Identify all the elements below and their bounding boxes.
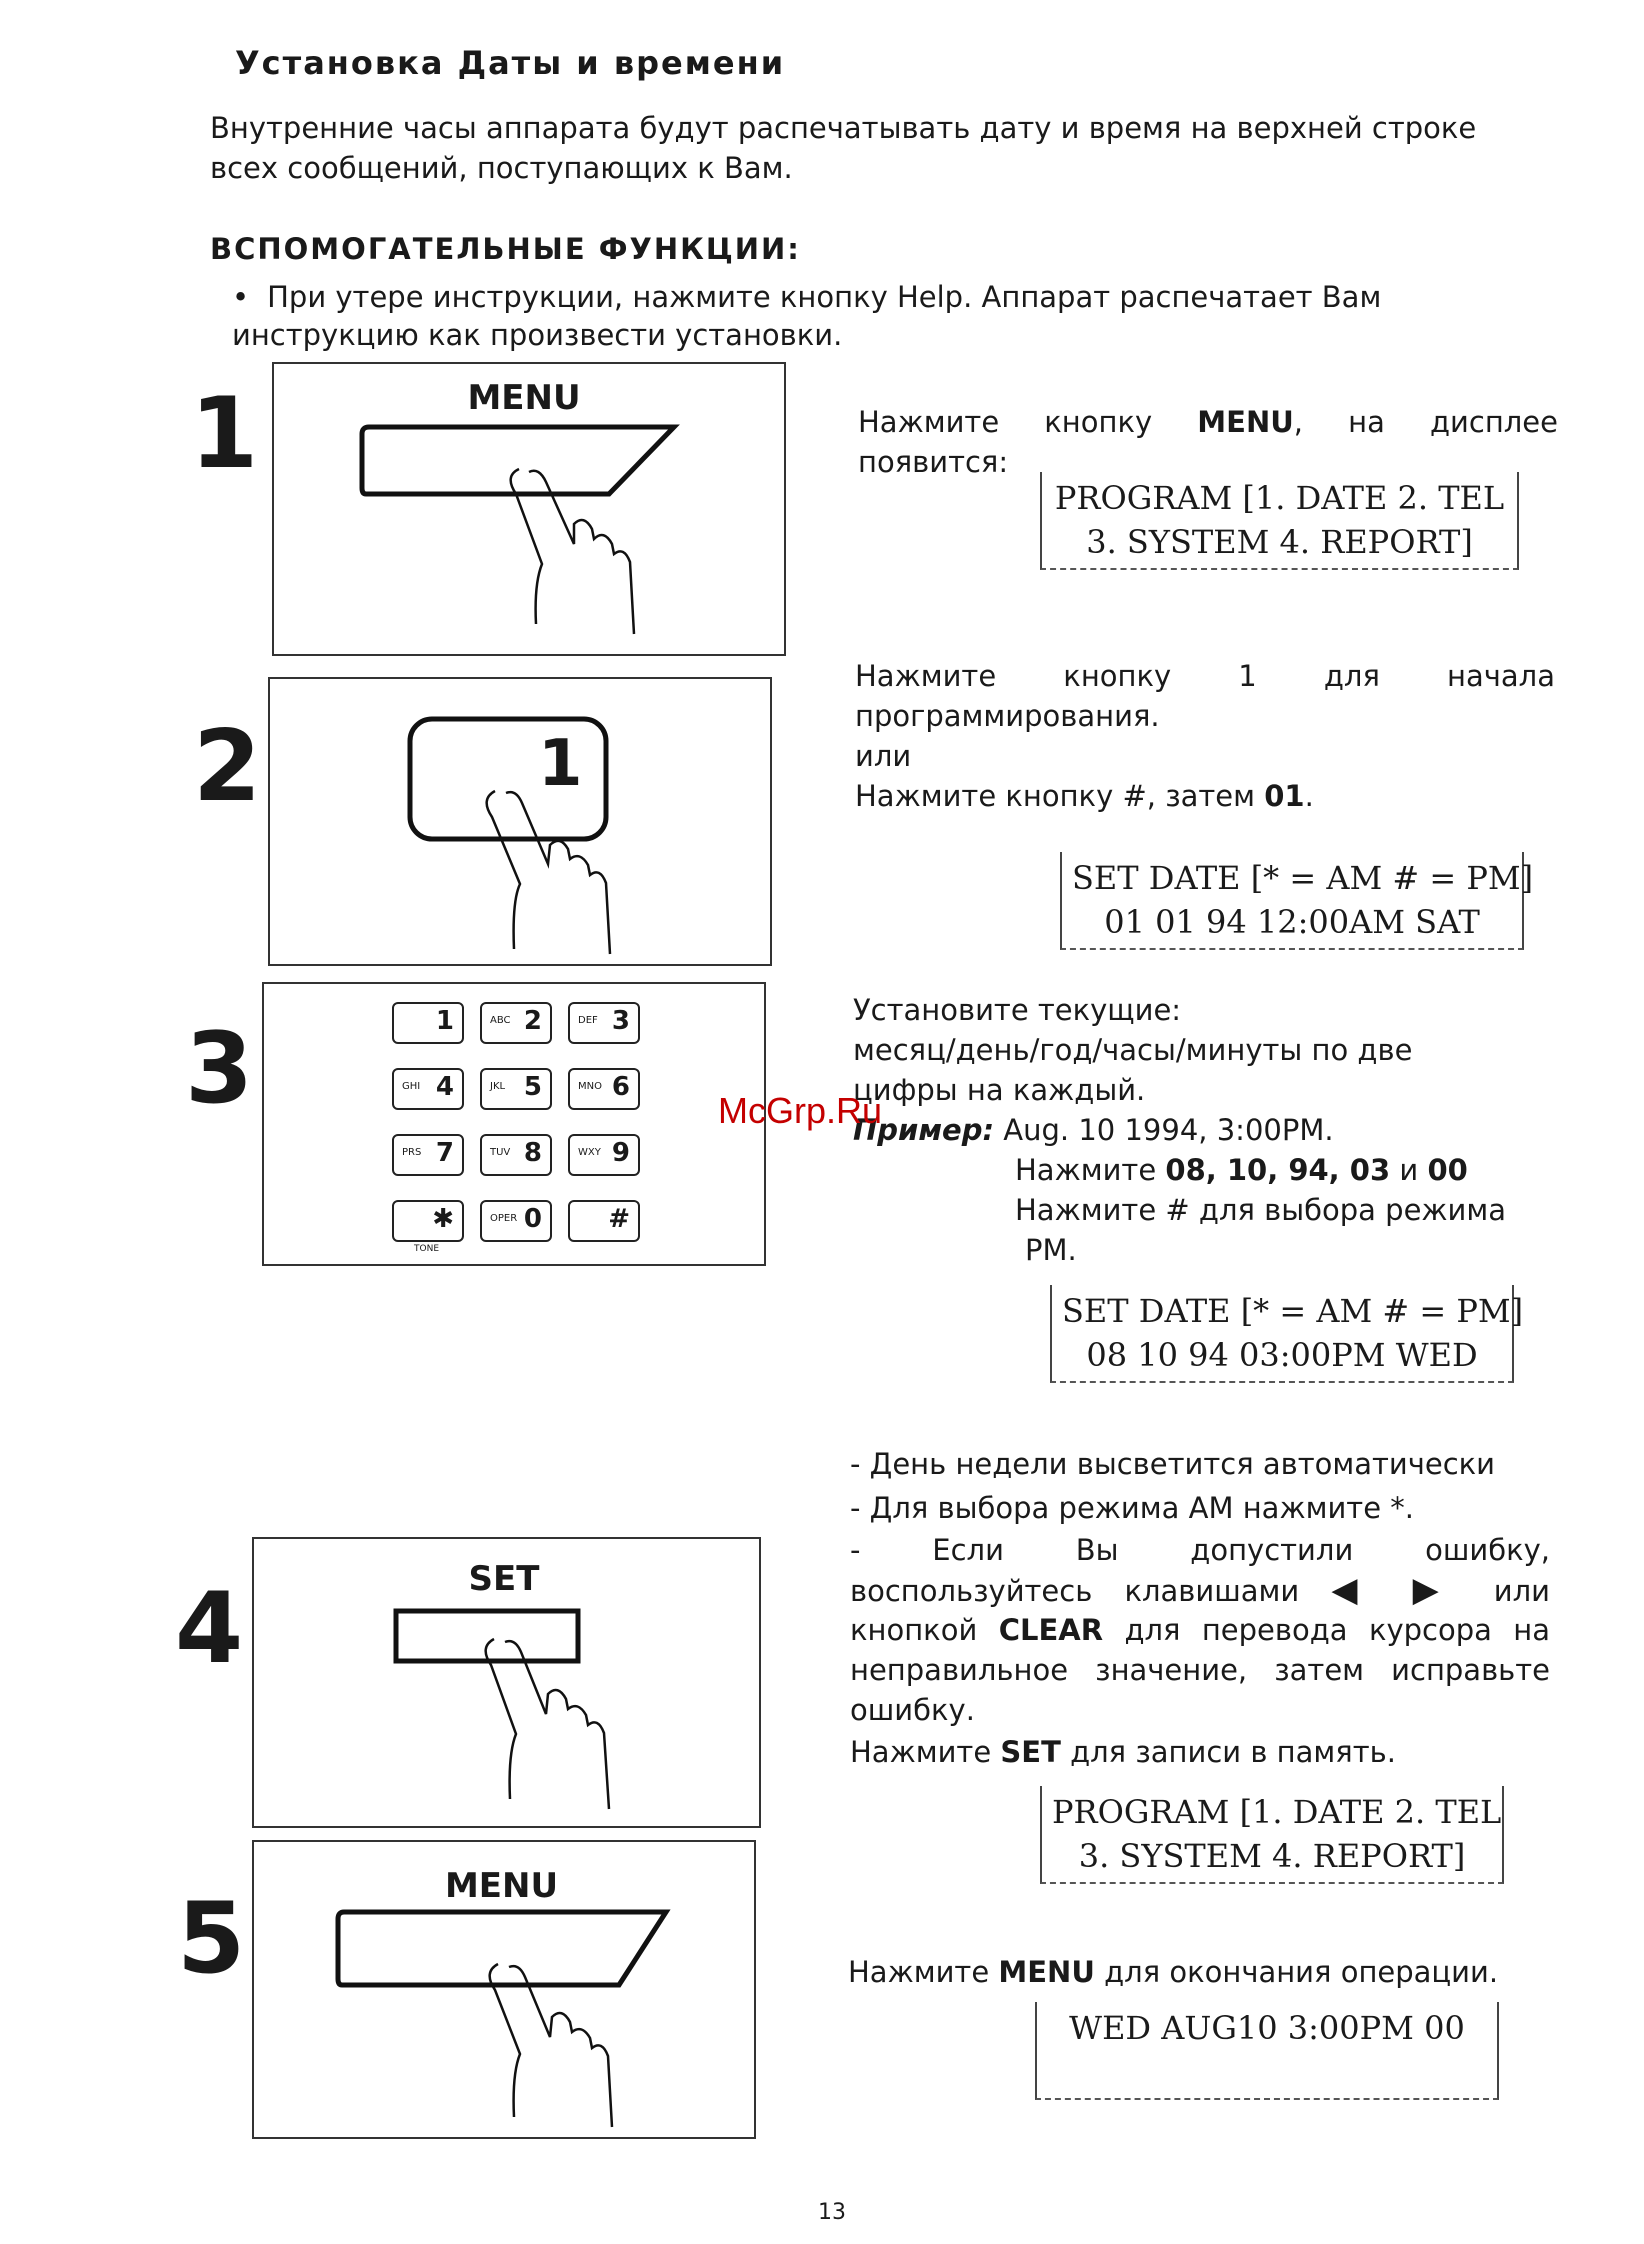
keypad-key[interactable]: ✱ [392,1200,464,1242]
step-4-illustration [252,1537,761,1828]
keypad [264,984,764,1264]
lcd-display-4: PROGRAM [1. DATE 2. TEL 3. SYSTEM 4. REPORT] [1040,1786,1504,1884]
keypad-key[interactable]: DEF 3 [568,1002,640,1044]
step-3-number: 3 [185,1012,254,1126]
keypad-key[interactable]: 1 [392,1002,464,1044]
intro-paragraph: Внутренние часы аппарата будут распечатывать дату и время на верхней строке всех сообщений, поступающих к Вам. [210,111,1477,185]
step-2-illustration [268,677,772,966]
note-am: - Для выбора режима AM нажмите *. [850,1491,1414,1525]
keypad-key[interactable]: # [568,1200,640,1242]
step-2-number: 2 [193,710,262,824]
menu-button-press-icon-2 [254,1842,754,2137]
keypad-key[interactable]: GHI 4 [392,1068,464,1110]
page-number: 13 [818,2200,846,2225]
note-error-line2: воспользуйтесь клавишами ◀ ▶ или [850,1570,1551,1610]
page-title: Установка Даты и времени [235,44,786,82]
step-3-press-values: Нажмите 08, 10, 94, 03 и 00 [1015,1153,1468,1187]
step-1-instruction: Нажмите кнопку MENU, на дисплее [858,405,1558,439]
lcd-display-3: SET DATE [* = AM # = PM] 08 10 94 03:00PM WED [1050,1285,1514,1383]
step-1-illustration [272,362,786,656]
step-5-number: 5 [177,1882,246,1996]
menu-button-label-2: MENU [444,1866,559,1906]
step-1-number: 1 [190,377,259,491]
step-4-set-instruction: Нажмите SET для записи в память. [850,1735,1396,1769]
note-error-line1: - Если Вы допустили ошибку, [850,1533,1550,1567]
keypad-key[interactable]: JKL 5 [480,1068,552,1110]
step-2-line4: Нажмите кнопку #, затем 01. [855,779,1314,813]
step-2-line1: Нажмите кнопку 1 для начала [855,659,1555,693]
keypad-key[interactable]: TUV 8 [480,1134,552,1176]
note-error-line4: неправильное значение, затем исправьте [850,1653,1550,1687]
note-error-line5: ошибку. [850,1693,975,1727]
menu-button-press-icon [274,364,784,654]
step-2-line2: программирования. [855,699,1160,733]
step-3-hash-line1: Нажмите # для выбора режима [1015,1193,1507,1227]
lcd-display-5: WED AUG10 3:00PM 00 [1035,2002,1499,2100]
keypad-key[interactable]: MNO 6 [568,1068,640,1110]
step-4-number: 4 [175,1572,244,1686]
arrow-left-icon: ◀ [1331,1570,1381,1610]
step-2-line3: или [855,739,912,773]
arrow-right-icon: ▶ [1412,1570,1462,1610]
step-5-illustration [252,1840,756,2139]
lcd-display-1: PROGRAM [1. DATE 2. TEL 3. SYSTEM 4. REPORT] [1040,472,1519,570]
step-1-instruction-cont: появится: [858,445,1009,479]
note-weekday: - День недели высветится автоматически [850,1447,1496,1481]
step-3-line1: Установите текущие: [853,993,1182,1027]
keypad-key[interactable]: WXY 9 [568,1134,640,1176]
step-5-instruction: Нажмите MENU для окончания операции. [848,1955,1499,1989]
step-3-hash-line2: PM. [1025,1233,1077,1267]
keypad-key[interactable]: ABC 2 [480,1002,552,1044]
keypad-key[interactable]: PRS 7 [392,1134,464,1176]
set-button-label: SET [468,1559,540,1599]
menu-button-label: MENU [467,378,581,418]
aux-functions-bullet: • При утере инструкции, нажмите кнопку Help. Аппарат распечатает Вам инструкцию как произвести установки. [232,280,1382,352]
note-error-line3: кнопкой CLEAR для перевода курсора на [850,1613,1551,1647]
key-1-press-icon [270,679,770,964]
set-button-press-icon [254,1539,759,1826]
watermark: McGrp.Ru [718,1090,883,1131]
key-1-label: 1 [538,727,583,801]
keypad-key[interactable]: OPER 0 [480,1200,552,1242]
aux-functions-heading: ВСПОМОГАТЕЛЬНЫЕ ФУНКЦИИ: [210,232,801,266]
step-3-line2: месяц/день/год/часы/минуты по две [853,1033,1413,1067]
keypad-illustration [262,982,766,1266]
lcd-display-2: SET DATE [* = AM # = PM] 01 01 94 12:00AM SAT [1060,852,1524,950]
step-3-line3: цифры на каждый. [853,1073,1146,1107]
step-3-example: Пример: Aug. 10 1994, 3:00PM. [853,1113,1334,1147]
tone-label: TONE [414,1244,440,1254]
